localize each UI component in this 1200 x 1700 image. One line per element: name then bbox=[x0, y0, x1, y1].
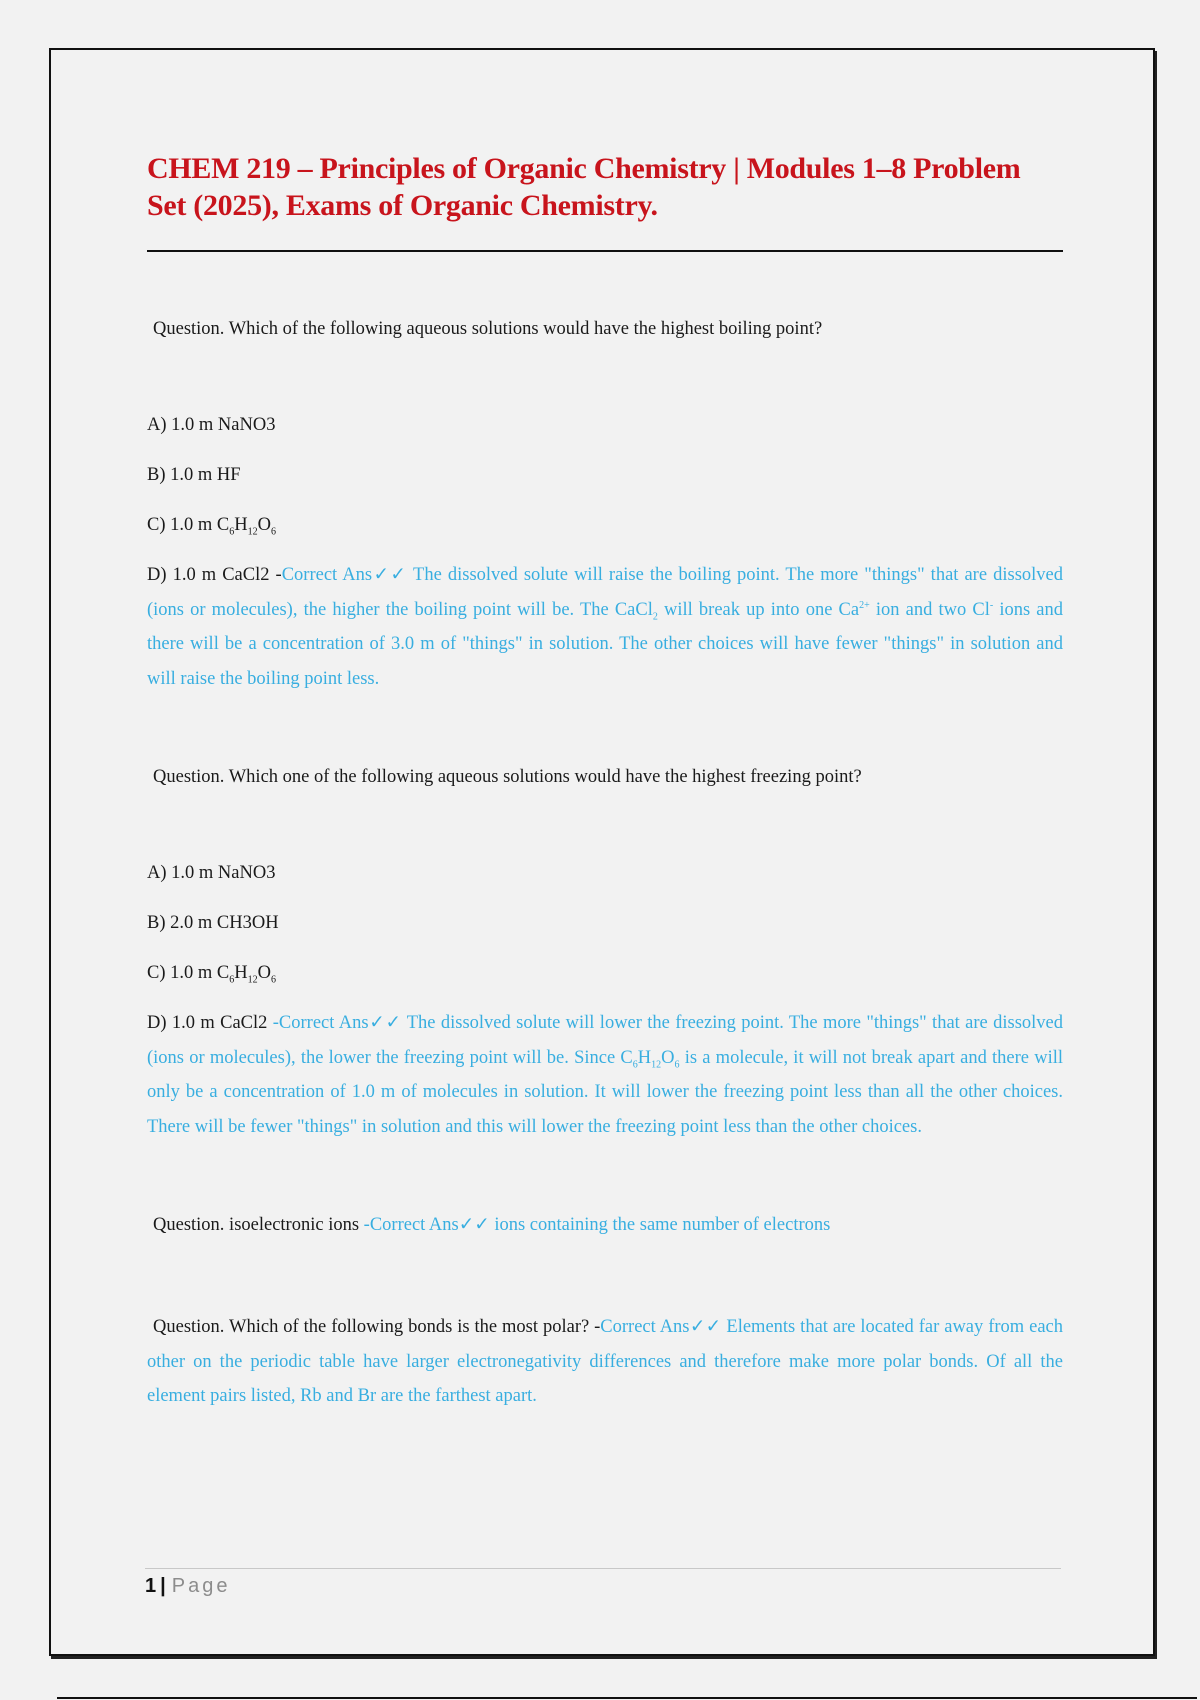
q2-option-c-sub-3: 6 bbox=[270, 974, 276, 986]
question-3 bbox=[147, 1208, 1063, 1242]
q2-option-c-prefix: C) 1.0 m C bbox=[147, 963, 230, 983]
q2-answer bbox=[147, 1013, 1063, 1137]
q2-option-d-stem: D) 1.0 m CaCl2 bbox=[147, 1013, 273, 1033]
q2-answer-sub-1: 6 bbox=[632, 1059, 638, 1071]
q2-answer-sub-2: 12 bbox=[651, 1059, 662, 1071]
q1-answer-text-4: ions and there will be a concentration of 3.0 m of "things" in solution. The other choices will have fewer "things" in solution and will raise the boiling point less. bbox=[147, 599, 1064, 689]
page-indicator bbox=[145, 1575, 1061, 1598]
page-separator: | bbox=[160, 1575, 166, 1597]
q1-option-d bbox=[147, 558, 1063, 696]
q4-answer: Correct Ans✓✓ Elements that are located far away from each other on the periodic table have larger electronegativity differences and therefore make more polar bonds. Of all the element pairs listed, Rb and Br are the farthest apart. bbox=[147, 1317, 1063, 1406]
q1-answer-text-3: ion and two Cl bbox=[869, 599, 990, 620]
page-number: 1 bbox=[145, 1575, 157, 1597]
q2-answer-text-1: -Correct Ans✓✓ The dissolved solute will lower the freezing point. The more "things" that are dissolved (ions or molecules), the lower the freezing point will be. Since C bbox=[147, 1013, 1063, 1068]
q1-option-c-prefix: C) 1.0 m C bbox=[147, 515, 230, 535]
q1-option-c-sub-3: 6 bbox=[270, 526, 276, 538]
q2-option-c-sub-1: 6 bbox=[229, 974, 235, 986]
q2-option-b: B) 2.0 m CH3OH bbox=[147, 913, 279, 933]
q4-stem: Question. Which of the following bonds is the most polar? - bbox=[153, 1317, 601, 1337]
q2-answer-o: O bbox=[661, 1047, 675, 1068]
q1-option-c-h: H bbox=[234, 515, 248, 535]
q1-answer-sup-2: - bbox=[989, 599, 994, 611]
q2-option-c-sub-2: 12 bbox=[247, 974, 258, 986]
q2-answer-text-2: is a molecule, it will not break apart and there will only be a concentration of 1.0 m of molecules in solution. It will lower the freezing point less than all the other choices. There will be fewer "things" in solution and this will lower the freezing point less than the other choices. bbox=[147, 1047, 1063, 1137]
q1-option-a: A) 1.0 m NaNO3 bbox=[147, 415, 276, 435]
q1-answer-sub-1: 2 bbox=[652, 611, 658, 623]
q1-answer-sup-1: 2+ bbox=[859, 599, 870, 611]
q1-option-c bbox=[147, 508, 1063, 542]
footer-divider bbox=[145, 1568, 1061, 1569]
q1-option-b: B) 1.0 m HF bbox=[147, 465, 241, 485]
q3-stem: Question. isoelectronic ions bbox=[153, 1215, 364, 1235]
title-divider bbox=[147, 250, 1063, 252]
document-page bbox=[49, 48, 1155, 1656]
page-label: Page bbox=[171, 1575, 231, 1597]
q2-option-d bbox=[147, 1006, 1063, 1144]
q2-option-c-h: H bbox=[234, 963, 248, 983]
next-page-edge bbox=[57, 1697, 1197, 1699]
q2-option-c bbox=[147, 956, 1063, 990]
q2-option-a: A) 1.0 m NaNO3 bbox=[147, 863, 276, 883]
q3-answer: -Correct Ans✓✓ ions containing the same number of electrons bbox=[363, 1215, 831, 1235]
question-1: Question. Which of the following aqueous solutions would have the highest boiling point? bbox=[153, 319, 823, 339]
q2-option-c-o: O bbox=[257, 963, 271, 983]
q1-answer-text-2: will break up into one Ca bbox=[657, 599, 860, 620]
document-title: CHEM 219 – Principles of Organic Chemistry | Modules 1–8 Problem Set (2025), Exams of Organic Chemistry. bbox=[147, 152, 1021, 222]
page-footer bbox=[145, 1568, 1061, 1598]
q1-option-c-sub-1: 6 bbox=[229, 526, 235, 538]
q1-option-c-sub-2: 12 bbox=[247, 526, 258, 538]
q1-answer-text-1: Correct Ans✓✓ The dissolved solute will raise the boiling point. The more "things" that are dissolved (ions or molecules), the higher the boiling point will be. The CaCl bbox=[147, 565, 1064, 620]
q1-option-c-o: O bbox=[257, 515, 271, 535]
q2-answer-h: H bbox=[637, 1047, 652, 1068]
question-2: Question. Which one of the following aqueous solutions would have the highest freezing point? bbox=[153, 767, 862, 787]
question-4 bbox=[147, 1310, 1063, 1414]
q1-answer bbox=[147, 565, 1063, 689]
page-content bbox=[147, 150, 1063, 1414]
q1-option-d-stem: D) 1.0 m CaCl2 - bbox=[147, 565, 282, 585]
q2-answer-sub-3: 6 bbox=[674, 1059, 680, 1071]
